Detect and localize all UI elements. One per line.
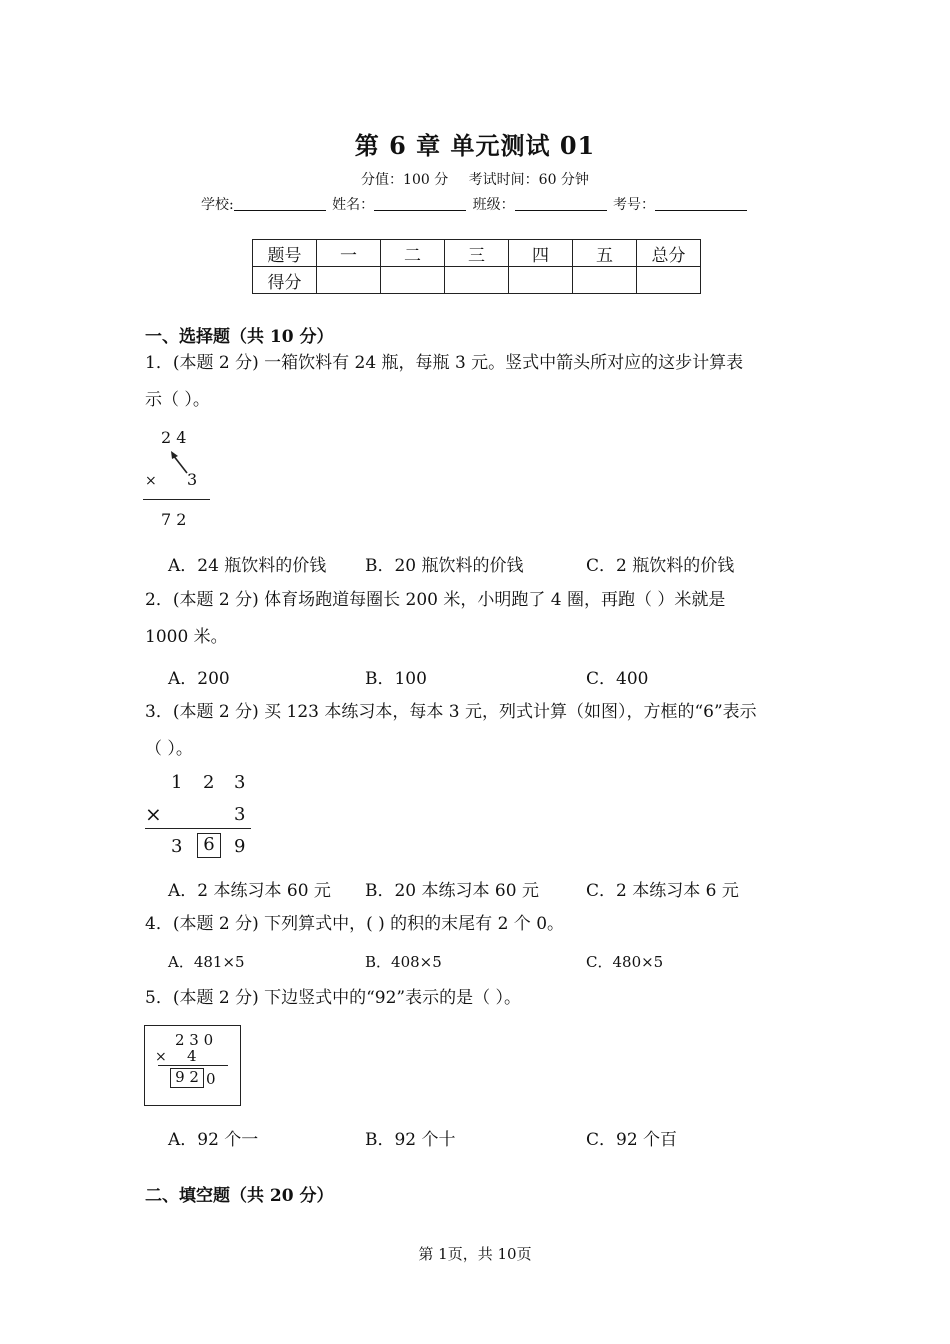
name-field[interactable] bbox=[374, 197, 466, 211]
option-c[interactable]: C．480×5 bbox=[586, 953, 664, 971]
question-text: 2．(本题 2 分) 体育场跑道每圈长 200 米，小明跑了 4 圈，再跑（ ）米就是 bbox=[145, 590, 726, 610]
question-1 bbox=[145, 345, 815, 419]
table-cell: 四 bbox=[509, 240, 573, 267]
product: 7 2 bbox=[161, 510, 187, 529]
school-label: 学校: bbox=[200, 197, 234, 213]
question-text: 1000 米。 bbox=[145, 627, 228, 647]
option-a[interactable]: A．92 个一 bbox=[168, 1130, 259, 1150]
time-label: 考试时间：60 分钟 bbox=[468, 172, 589, 188]
score-table bbox=[252, 239, 701, 294]
score-table-header-row bbox=[253, 240, 701, 267]
option-a[interactable]: A．200 bbox=[168, 669, 230, 689]
section-2-title: 二、填空题（共 20 分） bbox=[145, 1186, 334, 1206]
option-c[interactable]: C．400 bbox=[586, 669, 649, 689]
class-label: 班级： bbox=[472, 197, 515, 213]
question-text: 5．(本题 2 分) 下边竖式中的“92”表示的是（ ）。 bbox=[145, 988, 522, 1008]
option-b[interactable]: B．20 本练习本 60 元 bbox=[365, 881, 539, 901]
score-cell[interactable] bbox=[445, 267, 509, 294]
vertical-calculation-figure bbox=[144, 1025, 241, 1106]
boxed-number: 9 2 bbox=[170, 1068, 204, 1088]
option-a[interactable]: A．24 瓶饮料的价钱 bbox=[168, 556, 327, 576]
question-2 bbox=[145, 582, 815, 656]
table-cell: 五 bbox=[573, 240, 637, 267]
score-table-score-row bbox=[253, 267, 701, 294]
digit: 9 bbox=[234, 836, 246, 857]
multiply-sign: × bbox=[145, 473, 157, 489]
option-a[interactable]: A．481×5 bbox=[168, 953, 245, 971]
section-1-title: 一、选择题（共 10 分） bbox=[145, 327, 334, 347]
score-cell[interactable] bbox=[317, 267, 381, 294]
table-cell: 得分 bbox=[253, 267, 317, 294]
vertical-calculation-figure bbox=[145, 770, 255, 865]
digit: 3 bbox=[171, 836, 183, 857]
option-b[interactable]: B．100 bbox=[365, 669, 427, 689]
option-a[interactable]: A．2 本练习本 60 元 bbox=[168, 881, 331, 901]
multiplier: 3 bbox=[234, 804, 246, 825]
class-field[interactable] bbox=[515, 197, 607, 211]
option-b[interactable]: B．92 个十 bbox=[365, 1130, 456, 1150]
page-title: 第 6 章 单元测试 01 bbox=[354, 131, 596, 160]
question-1-options bbox=[168, 551, 868, 575]
question-3 bbox=[145, 694, 815, 768]
option-b[interactable]: B．408×5 bbox=[365, 953, 442, 971]
exam-meta bbox=[0, 169, 950, 189]
question-3-options bbox=[168, 876, 868, 900]
digit: 3 bbox=[234, 772, 246, 793]
multiplier: 4 bbox=[187, 1047, 197, 1065]
digit: 2 bbox=[203, 772, 215, 793]
question-text: （ ）。 bbox=[145, 739, 193, 759]
boxed-digit: 6 bbox=[197, 833, 221, 858]
option-c[interactable]: C．2 本练习本 6 元 bbox=[586, 881, 739, 901]
table-cell: 题号 bbox=[253, 240, 317, 267]
score-cell[interactable] bbox=[637, 267, 701, 294]
school-field[interactable] bbox=[234, 197, 326, 211]
multiplicand: 2 3 0 bbox=[175, 1031, 214, 1049]
question-4 bbox=[145, 906, 815, 943]
divider-line bbox=[158, 1065, 228, 1066]
divider-line bbox=[143, 499, 210, 500]
score-cell[interactable] bbox=[573, 267, 637, 294]
table-cell: 三 bbox=[445, 240, 509, 267]
score-cell[interactable] bbox=[381, 267, 445, 294]
id-label: 考号： bbox=[613, 197, 656, 213]
question-2-options bbox=[168, 664, 868, 688]
table-cell: 一 bbox=[317, 240, 381, 267]
option-b[interactable]: B．20 瓶饮料的价钱 bbox=[365, 556, 524, 576]
multiplier: 3 bbox=[187, 470, 198, 489]
multiply-sign: × bbox=[155, 1049, 167, 1065]
question-text: 3．(本题 2 分) 买 123 本练习本，每本 3 元，列式计算（如图），方框的“6”表示 bbox=[145, 702, 757, 722]
question-text: 1．(本题 2 分) 一箱饮料有 24 瓶，每瓶 3 元。竖式中箭头所对应的这步计算表 bbox=[145, 353, 744, 373]
name-label: 姓名： bbox=[332, 197, 375, 213]
question-text: 4．(本题 2 分) 下列算式中，( ) 的积的末尾有 2 个 0。 bbox=[145, 914, 565, 934]
page-number: 第 1页，共 10页 bbox=[418, 1245, 532, 1263]
question-5 bbox=[145, 980, 815, 1017]
option-c[interactable]: C．92 个百 bbox=[586, 1130, 678, 1150]
student-info-line bbox=[0, 194, 950, 214]
score-label: 分值：100 分 bbox=[361, 172, 449, 188]
option-c[interactable]: C．2 瓶饮料的价钱 bbox=[586, 556, 735, 576]
table-cell: 总分 bbox=[637, 240, 701, 267]
score-cell[interactable] bbox=[509, 267, 573, 294]
question-4-options bbox=[168, 951, 868, 975]
question-text: 示（ ）。 bbox=[145, 390, 210, 410]
table-cell: 二 bbox=[381, 240, 445, 267]
id-field[interactable] bbox=[655, 197, 747, 211]
digit: 1 bbox=[171, 772, 183, 793]
digit: 0 bbox=[206, 1070, 216, 1088]
divider-line bbox=[145, 828, 251, 829]
multiplicand: 2 4 bbox=[161, 428, 187, 447]
question-5-options bbox=[168, 1125, 868, 1149]
vertical-calculation-figure bbox=[143, 428, 213, 533]
multiply-sign: × bbox=[145, 802, 162, 826]
